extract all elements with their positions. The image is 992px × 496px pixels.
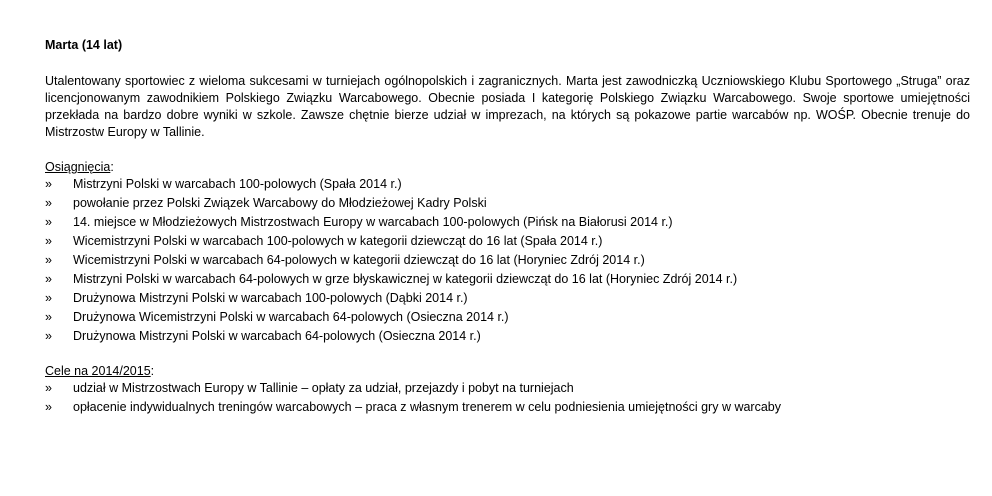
bullet-mark: » xyxy=(45,291,52,305)
list-item-text: Wicemistrzyni Polski w warcabach 100-polowych w kategorii dziewcząt do 16 lat (Spała 2014 r.) xyxy=(73,234,603,248)
list-item xyxy=(45,380,970,397)
list-item-text: opłacenie indywidualnych treningów warcabowych – praca z własnym trenerem w celu podniesienia umiejętności gry w warcaby xyxy=(73,400,781,414)
list-item xyxy=(45,328,970,345)
bullet-mark: » xyxy=(45,253,52,267)
achievements-list xyxy=(45,176,970,345)
bullet-mark: » xyxy=(45,234,52,248)
achievements-heading-colon: : xyxy=(110,160,114,174)
document-title: Marta (14 lat) xyxy=(45,38,123,52)
list-item-text: Mistrzyni Polski w warcabach 100-polowych (Spała 2014 r.) xyxy=(73,177,402,191)
list-item-text: Drużynowa Mistrzyni Polski w warcabach 100-polowych (Dąbki 2014 r.) xyxy=(73,291,468,305)
goals-heading-text: Cele na 2014/2015 xyxy=(45,364,151,378)
bullet-mark: » xyxy=(45,329,52,343)
bullet-mark: » xyxy=(45,381,52,395)
list-item xyxy=(45,214,970,231)
bullet-mark: » xyxy=(45,196,52,210)
list-item-text: 14. miejsce w Młodzieżowych Mistrzostwach Europy w warcabach 100-polowych (Pińsk na Białorusi 2014 r.) xyxy=(73,215,673,229)
list-item-text: powołanie przez Polski Związek Warcabowy do Młodzieżowej Kadry Polski xyxy=(73,196,487,210)
bullet-mark: » xyxy=(45,272,52,286)
bullet-mark: » xyxy=(45,400,52,414)
list-item-text: Wicemistrzyni Polski w warcabach 64-polowych w kategorii dziewcząt do 16 lat (Horyniec Zdrój 2014 r.) xyxy=(73,253,645,267)
list-item xyxy=(45,399,970,416)
list-item xyxy=(45,290,970,307)
list-item-text: Drużynowa Mistrzyni Polski w warcabach 64-polowych (Osieczna 2014 r.) xyxy=(73,329,481,343)
goals-heading xyxy=(45,363,970,380)
list-item xyxy=(45,176,970,193)
list-item xyxy=(45,233,970,250)
list-item-text: Mistrzyni Polski w warcabach 64-polowych w grze błyskawicznej w kategorii dziewcząt do 16 lat (Horyniec Zdrój 2014 r.) xyxy=(73,272,738,286)
bullet-mark: » xyxy=(45,177,52,191)
list-item xyxy=(45,252,970,269)
list-item xyxy=(45,195,970,212)
achievements-heading-text: Osiągnięcia xyxy=(45,160,111,174)
list-item xyxy=(45,271,970,288)
bullet-mark: » xyxy=(45,310,52,324)
achievements-heading xyxy=(45,159,970,176)
goals-list xyxy=(45,380,970,416)
list-item xyxy=(45,309,970,326)
list-item-text: Drużynowa Wicemistrzyni Polski w warcabach 64-polowych (Osieczna 2014 r.) xyxy=(73,310,509,324)
bullet-mark: » xyxy=(45,215,52,229)
list-item-text: udział w Mistrzostwach Europy w Tallinie – opłaty za udział, przejazdy i pobyt na turniejach xyxy=(73,381,574,395)
goals-heading-colon: : xyxy=(150,364,155,378)
description-paragraph: Utalentowany sportowiec z wieloma sukcesami w turniejach ogólnopolskich i zagranicznych. Marta jest zawodniczką Uczniowskiego Klubu Sportowego „Struga” oraz licencjonowanym zawodnikiem Polskiego Związku Warcabowego. Obecnie posiada I kategorię Polskiego Związku Warcabowego. Swoje sportowe umiejętności przekłada na bardzo dobre wyniki w szkole. Zawsze chętnie bierze udział w imprezach, na których są pokazowe partie warcabów np. WOŚP. Obecnie trenuje do Mistrzostw Europy w Tallinie. xyxy=(45,74,970,139)
